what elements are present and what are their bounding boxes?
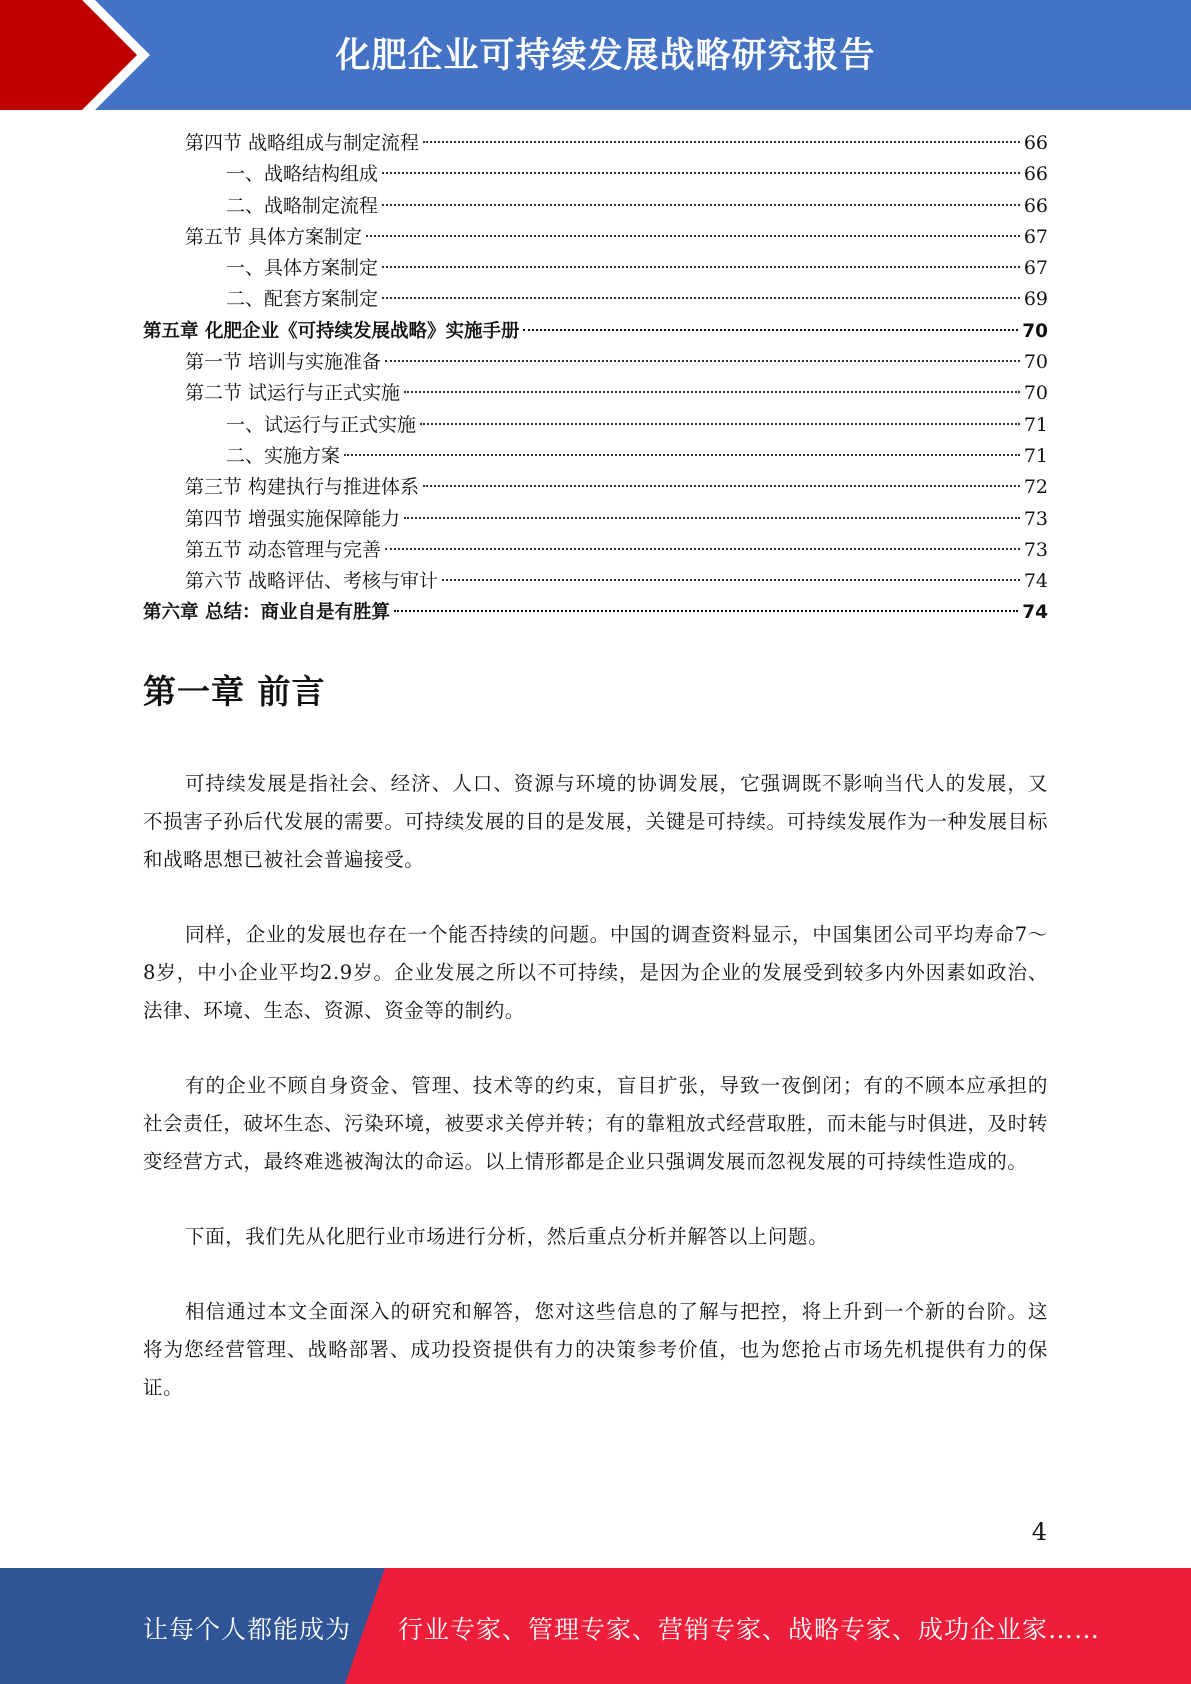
toc-entry-title: 第一节 培训与实施准备	[185, 351, 382, 374]
toc-entry[interactable]	[143, 191, 1048, 222]
toc-entry[interactable]	[143, 535, 1048, 566]
header-banner	[0, 0, 1191, 110]
toc-entry-page: 74	[1022, 602, 1048, 624]
toc-entry[interactable]	[143, 284, 1048, 315]
toc-entry-title: 二、配套方案制定	[226, 288, 379, 311]
toc-entry[interactable]	[143, 566, 1048, 597]
toc-entry-title: 第四节 战略组成与制定流程	[185, 132, 420, 154]
toc-entry[interactable]	[143, 159, 1048, 190]
toc-entry-title: 一、战略结构组成	[226, 163, 379, 186]
toc-entry[interactable]	[143, 253, 1048, 284]
toc-entry[interactable]	[143, 222, 1048, 253]
toc-dot-leader	[344, 453, 1020, 456]
toc-entry-page: 70	[1022, 320, 1048, 342]
table-of-contents	[143, 128, 1048, 629]
toc-dot-leader	[423, 484, 1020, 487]
toc-entry-page: 66	[1023, 194, 1048, 217]
toc-entry-title: 一、试运行与正式实施	[226, 413, 417, 436]
toc-dot-leader	[423, 140, 1020, 143]
chapter-body	[143, 765, 1048, 1444]
toc-dot-leader	[382, 171, 1020, 174]
toc-entry-title: 第六章 总结：商业自是有胜算	[143, 602, 390, 624]
body-paragraph: 同样，企业的发展也存在一个能否持续的问题。中国的调查资料显示，中国集团公司平均寿命7～8岁，中小企业平均2.9岁。企业发展之所以不可持续，是因为企业的发展受到较多内外因素如政治、法律、环境、生态、资源、资金等的制约。	[143, 923, 1048, 1022]
toc-entry-page: 69	[1023, 288, 1048, 311]
toc-dot-leader	[420, 422, 1020, 425]
toc-entry-page: 70	[1023, 351, 1048, 374]
toc-dot-leader	[385, 359, 1020, 362]
toc-entry-page: 66	[1023, 132, 1048, 154]
toc-entry[interactable]	[143, 472, 1048, 503]
toc-entry[interactable]	[143, 504, 1048, 535]
toc-dot-leader	[523, 328, 1018, 331]
toc-entry-page: 71	[1023, 413, 1048, 436]
toc-entry-page: 74	[1023, 570, 1048, 593]
toc-entry[interactable]	[143, 410, 1048, 441]
toc-entry[interactable]	[143, 441, 1048, 472]
toc-entry-page: 73	[1023, 538, 1048, 561]
toc-dot-leader	[385, 547, 1020, 550]
toc-dot-leader	[382, 296, 1020, 299]
toc-entry-title: 第五节 具体方案制定	[185, 225, 363, 248]
toc-entry-title: 二、战略制定流程	[226, 194, 379, 217]
toc-entry-title: 第四节 增强实施保障能力	[185, 507, 401, 530]
report-title: 化肥企业可持续发展战略研究报告	[335, 36, 876, 76]
toc-entry[interactable]	[143, 347, 1048, 378]
toc-entry-page: 67	[1023, 225, 1048, 248]
footer-slogan-left: 让每个人都能成为	[143, 1615, 352, 1644]
toc-entry-title: 一、具体方案制定	[226, 257, 379, 280]
toc-entry[interactable]	[143, 128, 1048, 159]
toc-entry-title: 第六节 战略评估、考核与审计	[185, 570, 439, 593]
toc-dot-leader	[382, 203, 1020, 206]
toc-dot-leader	[404, 390, 1020, 393]
toc-entry[interactable]	[143, 597, 1048, 628]
toc-entry-page: 71	[1023, 444, 1048, 467]
toc-dot-leader	[382, 265, 1020, 268]
body-paragraph: 有的企业不顾自身资金、管理、技术等的约束，盲目扩张，导致一夜倒闭；有的不顾本应承担的社会责任，破坏生态、污染环境，被要求关停并转；有的靠粗放式经营取胜，而未能与时俱进，及时转变经营方式，最终难逃被淘汰的命运。以上情形都是企业只强调发展而忽视发展的可持续性造成的。	[143, 1074, 1048, 1173]
toc-entry-title: 第二节 试运行与正式实施	[185, 382, 401, 405]
body-paragraph: 相信通过本文全面深入的研究和解答，您对这些信息的了解与把控，将上升到一个新的台阶。这将为您经营管理、战略部署、成功投资提供有力的决策参考价值，也为您抢占市场先机提供有力的保证。	[143, 1300, 1048, 1399]
chapter-title: 第一章 前言	[143, 672, 326, 711]
toc-dot-leader	[442, 578, 1020, 581]
toc-entry-page: 70	[1023, 382, 1048, 405]
toc-entry-title: 第三节 构建执行与推进体系	[185, 476, 420, 499]
page-number: 4	[1031, 1518, 1047, 1546]
toc-entry-title: 二、实施方案	[226, 444, 341, 467]
toc-entry[interactable]	[143, 378, 1048, 409]
toc-dot-leader	[366, 234, 1020, 237]
toc-entry-title: 第五章 化肥企业《可持续发展战略》实施手册	[143, 320, 520, 342]
toc-entry-page: 72	[1023, 476, 1048, 499]
toc-dot-leader	[404, 516, 1020, 519]
toc-entry-page: 67	[1023, 257, 1048, 280]
footer-slogan-right: 行业专家、管理专家、营销专家、战略专家、成功企业家……	[398, 1615, 1101, 1644]
toc-dot-leader	[394, 609, 1018, 612]
toc-entry[interactable]	[143, 316, 1048, 347]
toc-entry-page: 73	[1023, 507, 1048, 530]
footer-banner	[0, 1568, 1191, 1684]
toc-entry-title: 第五节 动态管理与完善	[185, 538, 382, 561]
body-paragraph: 下面，我们先从化肥行业市场进行分析，然后重点分析并解答以上问题。	[185, 1225, 829, 1248]
body-paragraph: 可持续发展是指社会、经济、人口、资源与环境的协调发展，它强调既不影响当代人的发展，又不损害子孙后代发展的需要。可持续发展的目的是发展，关键是可持续。可持续发展作为一种发展目标和战略思想已被社会普遍接受。	[143, 772, 1048, 871]
toc-entry-page: 66	[1023, 163, 1048, 186]
